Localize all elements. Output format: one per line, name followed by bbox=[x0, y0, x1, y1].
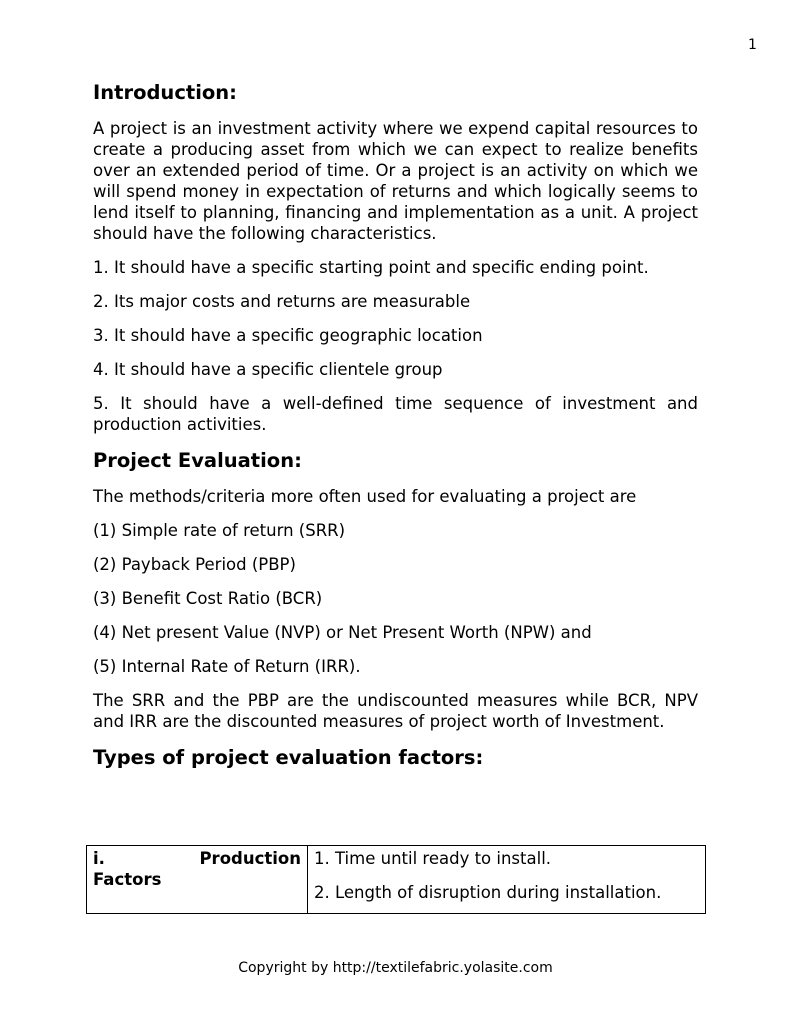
evaluation-method: (1) Simple rate of return (SRR) bbox=[93, 521, 346, 540]
evaluation-method: (5) Internal Rate of Return (IRR). bbox=[93, 657, 361, 676]
characteristic-item: 2. Its major costs and returns are measurable bbox=[93, 292, 471, 311]
characteristic-item: 4. It should have a specific clientele group bbox=[93, 360, 443, 379]
evaluation-method: (4) Net present Value (NVP) or Net Present Worth (NPW) and bbox=[93, 623, 592, 642]
characteristic-item: 3. It should have a specific geographic location bbox=[93, 326, 483, 345]
project-evaluation-heading: Project Evaluation: bbox=[93, 449, 302, 472]
evaluation-method: (3) Benefit Cost Ratio (BCR) bbox=[93, 589, 323, 608]
evaluation-factors-table bbox=[86, 845, 706, 914]
characteristic-item: 1. It should have a specific starting point and specific ending point. bbox=[93, 258, 649, 277]
factor-item: 1. Time until ready to install. bbox=[314, 849, 552, 868]
evaluation-note: The SRR and the PBP are the undiscounted measures while BCR, NPV and IRR are the discounted measures of project worth of Investment. bbox=[93, 691, 698, 731]
introduction-heading: Introduction: bbox=[93, 81, 237, 104]
evaluation-method: (2) Payback Period (PBP) bbox=[93, 555, 296, 574]
factor-items-cell bbox=[308, 846, 706, 914]
document-body bbox=[93, 80, 698, 783]
factor-label-word: Factors bbox=[93, 870, 162, 889]
evaluation-factors-heading: Types of project evaluation factors: bbox=[93, 746, 484, 769]
factor-label-number: i. bbox=[93, 849, 105, 868]
factor-item: 2. Length of disruption during installation. bbox=[314, 883, 662, 902]
evaluation-intro: The methods/criteria more often used for evaluating a project are bbox=[93, 487, 637, 506]
factor-label-cell bbox=[87, 846, 308, 914]
introduction-paragraph: A project is an investment activity where we expend capital resources to create a producing asset from which we can expect to realize benefits over an extended period of time. Or a project is an activity on which we will spend money in expectation of returns and which logically seems to lend itself to planning, financing and implementation as a unit. A project should have the following characteristics. bbox=[93, 119, 698, 243]
page-number: 1 bbox=[748, 37, 757, 53]
copyright-footer: Copyright by http://textilefabric.yolasite.com bbox=[238, 960, 553, 976]
table-row bbox=[87, 846, 706, 914]
characteristic-item: 5. It should have a well-defined time sequence of investment and production activities. bbox=[93, 394, 698, 434]
factor-label-word: Production bbox=[199, 849, 301, 868]
